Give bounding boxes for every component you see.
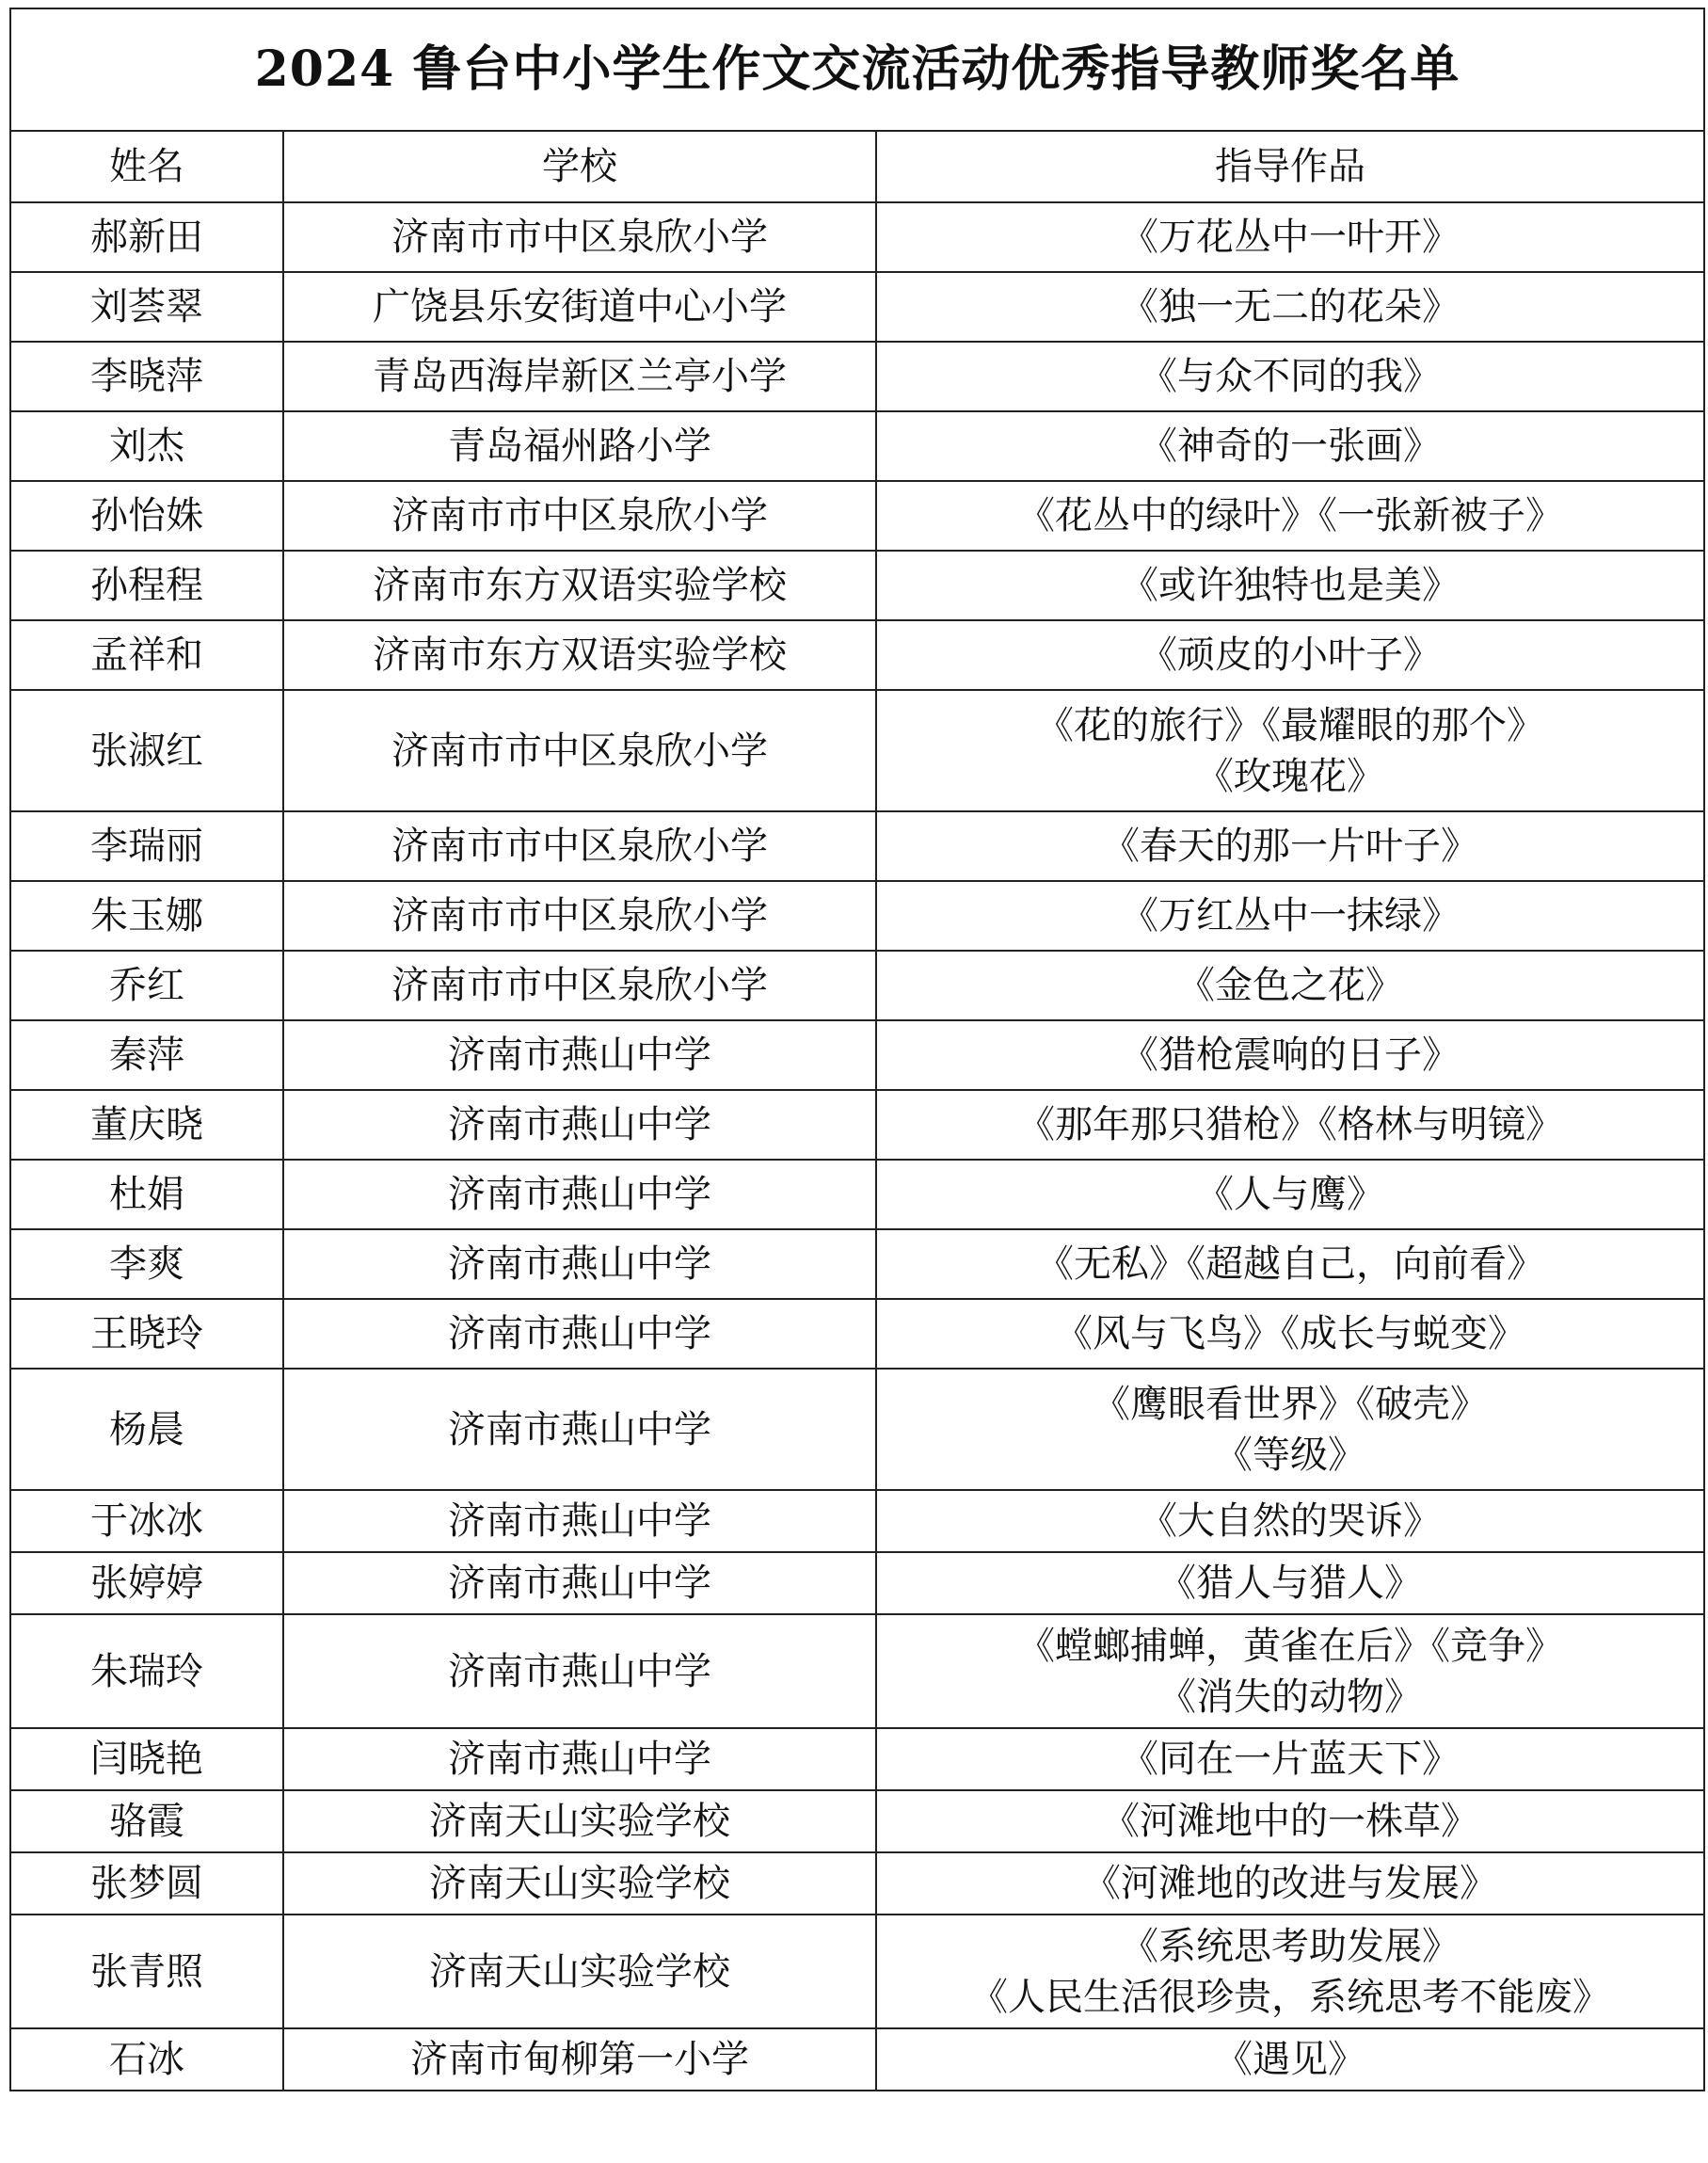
school-name: 济南市市中区泉欣小学	[283, 690, 876, 811]
document-title: 2024 鲁台中小学生作文交流活动优秀指导教师奖名单	[10, 8, 1704, 131]
works-cell	[876, 1090, 1704, 1160]
school-name: 济南天山实验学校	[283, 1852, 876, 1915]
school-name: 济南市甸柳第一小学	[283, 2028, 876, 2091]
works-cell	[876, 881, 1704, 951]
school-name: 济南天山实验学校	[283, 1915, 876, 2028]
school-name: 济南市燕山中学	[283, 1090, 876, 1160]
table-row	[10, 1915, 1704, 2028]
works-cell	[876, 342, 1704, 411]
works-cell	[876, 1020, 1704, 1090]
table-row	[10, 551, 1704, 620]
teacher-name: 张青照	[10, 1915, 283, 2028]
table-row	[10, 811, 1704, 881]
teacher-name: 闫晓艳	[10, 1728, 283, 1790]
works-cell	[876, 1369, 1704, 1490]
column-header-school: 学校	[283, 131, 876, 202]
school-name: 济南市燕山中学	[283, 1552, 876, 1614]
school-name: 济南市燕山中学	[283, 1299, 876, 1369]
works-cell	[876, 1728, 1704, 1790]
table-row	[10, 2028, 1704, 2091]
work-title: 《金色之花》	[1177, 964, 1403, 1007]
work-title: 《人民生活很珍贵，系统思考不能废》	[970, 1975, 1610, 2019]
table-row	[10, 1614, 1704, 1728]
teacher-name: 郝新田	[10, 202, 283, 272]
works-cell	[876, 411, 1704, 481]
table-row	[10, 1020, 1704, 1090]
school-name: 济南市市中区泉欣小学	[283, 481, 876, 551]
table-row	[10, 620, 1704, 690]
works-cell	[876, 1552, 1704, 1614]
teacher-name: 孙怡姝	[10, 481, 283, 551]
works-cell	[876, 551, 1704, 620]
teacher-name: 刘荟翠	[10, 272, 283, 342]
teacher-name: 孙程程	[10, 551, 283, 620]
work-title: 《鹰眼看世界》《破壳》	[1093, 1382, 1488, 1426]
work-title: 《人与鹰》	[1196, 1173, 1384, 1216]
teacher-name: 石冰	[10, 2028, 283, 2091]
teacher-name: 于冰冰	[10, 1490, 283, 1552]
work-title: 《系统思考助发展》	[1121, 1924, 1460, 1968]
work-title: 《独一无二的花朵》	[1121, 285, 1460, 328]
work-title: 《猎枪震响的日子》	[1121, 1033, 1460, 1077]
work-title: 《遇见》	[1215, 2038, 1365, 2081]
work-title: 《无私》《超越自己，向前看》	[1036, 1242, 1544, 1286]
school-name: 广饶县乐安街道中心小学	[283, 272, 876, 342]
work-title: 《花丛中的绿叶》《一张新被子》	[1017, 494, 1563, 537]
works-cell	[876, 1915, 1704, 2028]
works-cell	[876, 1790, 1704, 1852]
school-name: 济南市燕山中学	[283, 1490, 876, 1552]
work-title: 《那年那只猎枪》《格林与明镜》	[1017, 1103, 1563, 1146]
work-title: 《春天的那一片叶子》	[1102, 825, 1478, 868]
table-row	[10, 411, 1704, 481]
school-name: 济南市燕山中学	[283, 1728, 876, 1790]
work-title: 《河滩地中的一株草》	[1102, 1800, 1478, 1843]
work-title: 《螳螂捕蝉，黄雀在后》《竞争》	[1017, 1624, 1563, 1668]
school-name: 济南市市中区泉欣小学	[283, 202, 876, 272]
table-row	[10, 1790, 1704, 1852]
teacher-name: 骆霞	[10, 1790, 283, 1852]
teacher-name: 乔红	[10, 951, 283, 1020]
works-cell	[876, 202, 1704, 272]
works-cell	[876, 1614, 1704, 1728]
school-name: 济南市燕山中学	[283, 1229, 876, 1299]
school-name: 济南市市中区泉欣小学	[283, 951, 876, 1020]
work-title: 《神奇的一张画》	[1140, 425, 1441, 468]
teacher-name: 杨晨	[10, 1369, 283, 1490]
school-name: 济南市燕山中学	[283, 1614, 876, 1728]
teacher-name: 董庆晓	[10, 1090, 283, 1160]
work-title: 《风与飞鸟》《成长与蜕变》	[1055, 1312, 1525, 1355]
work-title: 《大自然的哭诉》	[1140, 1499, 1441, 1543]
table-row	[10, 481, 1704, 551]
works-cell	[876, 1852, 1704, 1915]
teacher-name: 李瑞丽	[10, 811, 283, 881]
work-title: 《河滩地的改进与发展》	[1083, 1862, 1497, 1905]
school-name: 济南市燕山中学	[283, 1160, 876, 1229]
award-list-sheet	[9, 8, 1703, 2157]
school-name: 济南市东方双语实验学校	[283, 551, 876, 620]
table-row	[10, 202, 1704, 272]
work-title: 《万花丛中一叶开》	[1121, 216, 1460, 259]
teacher-name: 张梦圆	[10, 1852, 283, 1915]
works-cell	[876, 620, 1704, 690]
teacher-name: 王晓玲	[10, 1299, 283, 1369]
works-cell	[876, 2028, 1704, 2091]
work-title: 《万红丛中一抹绿》	[1121, 894, 1460, 937]
works-cell	[876, 951, 1704, 1020]
work-title: 《猎人与猎人》	[1158, 1562, 1422, 1605]
work-title: 《同在一片蓝天下》	[1121, 1738, 1460, 1781]
school-name: 济南市东方双语实验学校	[283, 620, 876, 690]
works-cell	[876, 1490, 1704, 1552]
header-row	[10, 131, 1704, 202]
teacher-name: 张婷婷	[10, 1552, 283, 1614]
table-row	[10, 1090, 1704, 1160]
table-row	[10, 272, 1704, 342]
teacher-name: 秦萍	[10, 1020, 283, 1090]
table-row	[10, 1229, 1704, 1299]
teacher-name: 孟祥和	[10, 620, 283, 690]
table-row	[10, 690, 1704, 811]
teacher-name: 张淑红	[10, 690, 283, 811]
school-name: 济南市燕山中学	[283, 1369, 876, 1490]
works-cell	[876, 1299, 1704, 1369]
table-row	[10, 1490, 1704, 1552]
table-row	[10, 1369, 1704, 1490]
table-row	[10, 1552, 1704, 1614]
table-row	[10, 1852, 1704, 1915]
school-name: 青岛西海岸新区兰亭小学	[283, 342, 876, 411]
teacher-name: 朱瑞玲	[10, 1614, 283, 1728]
works-cell	[876, 272, 1704, 342]
table-row	[10, 951, 1704, 1020]
teacher-name: 李晓萍	[10, 342, 283, 411]
school-name: 济南天山实验学校	[283, 1790, 876, 1852]
table-row	[10, 1160, 1704, 1229]
work-title: 《顽皮的小叶子》	[1140, 633, 1441, 677]
column-header-works: 指导作品	[876, 131, 1704, 202]
title-row	[10, 8, 1704, 131]
work-title: 《花的旅行》《最耀眼的那个》	[1036, 703, 1544, 747]
teacher-name: 李爽	[10, 1229, 283, 1299]
teacher-name: 杜娟	[10, 1160, 283, 1229]
table-row	[10, 1299, 1704, 1369]
award-table	[9, 8, 1705, 2091]
table-row	[10, 342, 1704, 411]
table-row	[10, 1728, 1704, 1790]
school-name: 青岛福州路小学	[283, 411, 876, 481]
column-header-name: 姓名	[10, 131, 283, 202]
work-title: 《玫瑰花》	[1196, 754, 1384, 798]
works-cell	[876, 811, 1704, 881]
work-title: 《消失的动物》	[1158, 1674, 1422, 1719]
school-name: 济南市燕山中学	[283, 1020, 876, 1090]
teacher-name: 刘杰	[10, 411, 283, 481]
work-title: 《等级》	[1215, 1433, 1365, 1477]
work-title: 《或许独特也是美》	[1121, 564, 1460, 607]
works-cell	[876, 1229, 1704, 1299]
work-title: 《与众不同的我》	[1140, 355, 1441, 398]
school-name: 济南市市中区泉欣小学	[283, 881, 876, 951]
school-name: 济南市市中区泉欣小学	[283, 811, 876, 881]
works-cell	[876, 1160, 1704, 1229]
works-cell	[876, 690, 1704, 811]
table-row	[10, 881, 1704, 951]
works-cell	[876, 481, 1704, 551]
teacher-name: 朱玉娜	[10, 881, 283, 951]
